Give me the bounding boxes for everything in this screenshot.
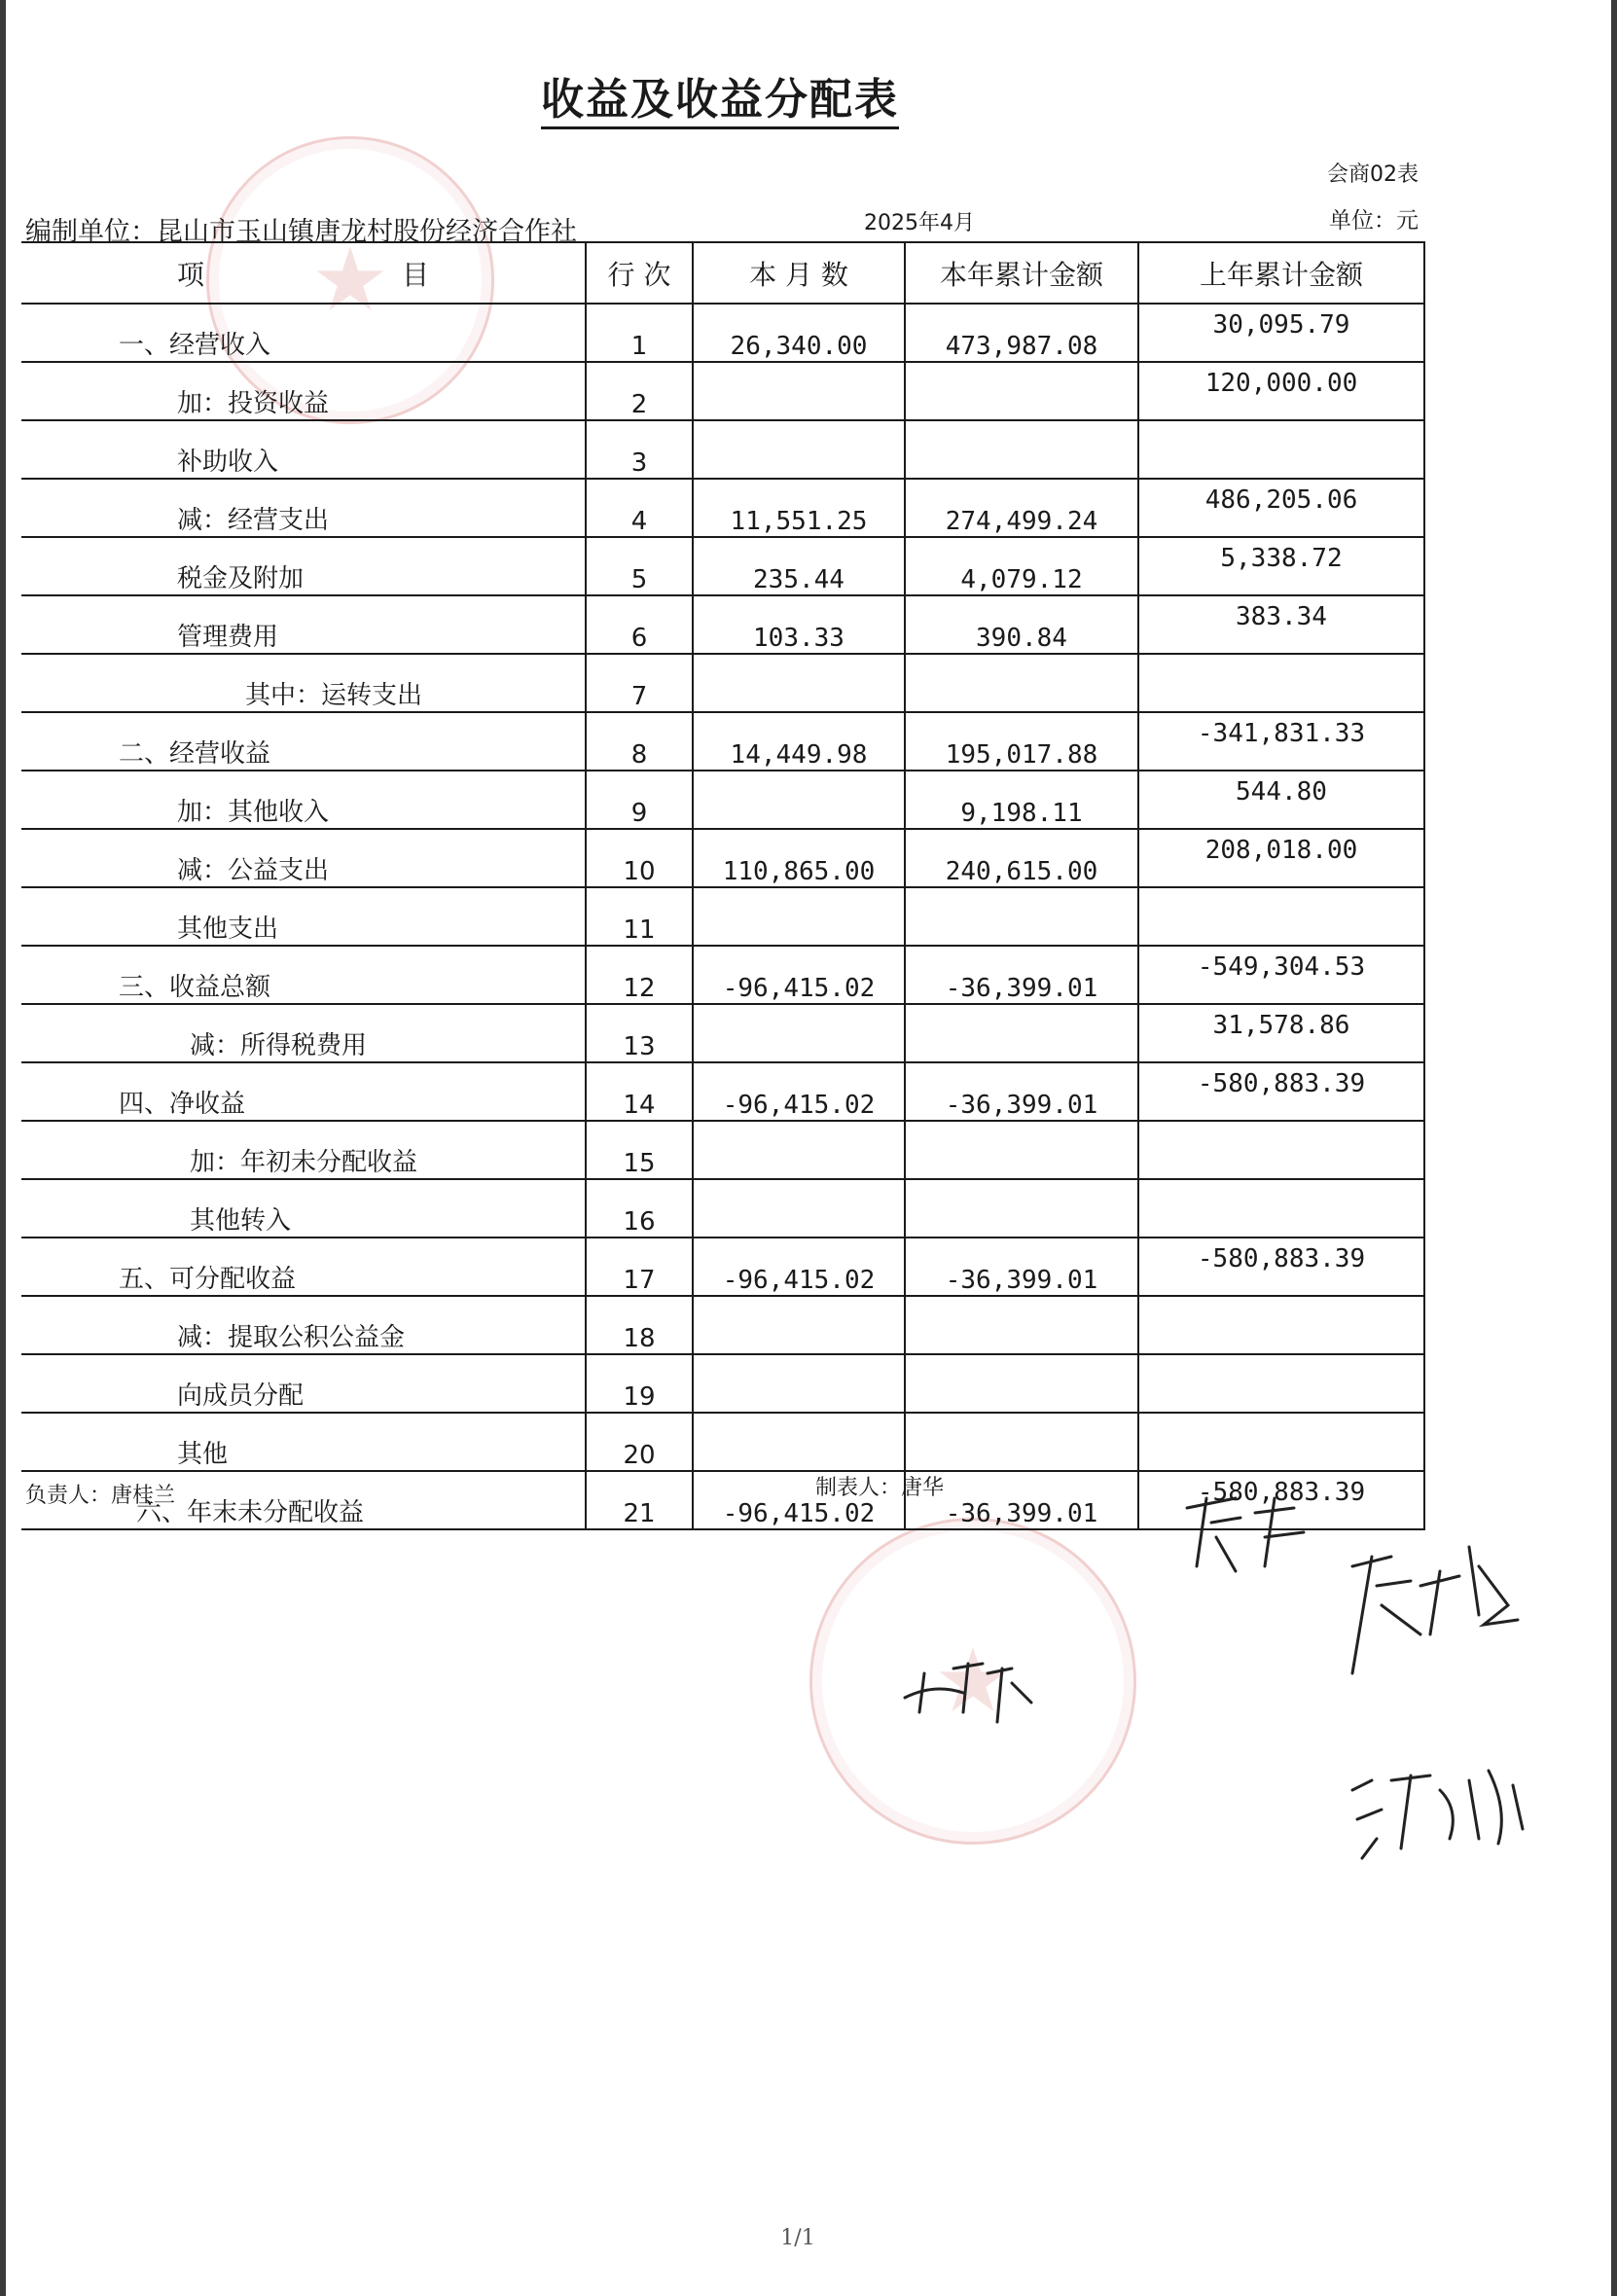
row-item-label: 二、经营收益 (119, 739, 271, 769)
row-last-year: -549,304.53 (1138, 946, 1424, 1004)
row-line-number: 20 (586, 1413, 693, 1471)
row-item (21, 654, 586, 712)
header-last-year: 上年累计金额 (1138, 242, 1424, 304)
table-row (21, 712, 1424, 771)
row-current-month (693, 1296, 905, 1354)
row-last-year (1138, 654, 1424, 712)
row-ytd (905, 887, 1138, 946)
report-period: 2025年4月 (864, 211, 975, 235)
table-row (21, 1004, 1424, 1062)
header-current-month: 本 月 数 (693, 242, 905, 304)
row-last-year: 30,095.79 (1138, 304, 1424, 362)
document-title (0, 64, 1440, 126)
row-last-year (1138, 1354, 1424, 1413)
row-current-month: 103.33 (693, 595, 905, 654)
row-last-year: 31,578.86 (1138, 1004, 1424, 1062)
row-item (21, 1179, 586, 1238)
row-last-year: 544.80 (1138, 771, 1424, 829)
table-row (21, 946, 1424, 1004)
row-current-month (693, 1413, 905, 1471)
row-item (21, 712, 586, 771)
row-line-number: 18 (586, 1296, 693, 1354)
row-item-label: 五、可分配收益 (119, 1265, 297, 1294)
row-item (21, 1354, 586, 1413)
table-row (21, 595, 1424, 654)
row-current-month (693, 362, 905, 420)
row-item-label: 其他支出 (177, 915, 279, 944)
row-item (21, 771, 586, 829)
table-row (21, 1296, 1424, 1354)
row-ytd (905, 1296, 1138, 1354)
row-line-number: 2 (586, 362, 693, 420)
row-last-year (1138, 1179, 1424, 1238)
signature-4 (895, 1644, 1041, 1732)
row-current-month: -96,415.02 (693, 1471, 905, 1529)
row-line-number: 7 (586, 654, 693, 712)
row-last-year: 5,338.72 (1138, 537, 1424, 595)
row-last-year: 208,018.00 (1138, 829, 1424, 887)
row-last-year: 486,205.06 (1138, 479, 1424, 537)
row-item-label: 向成员分配 (177, 1381, 305, 1411)
row-current-month: 26,340.00 (693, 304, 905, 362)
table-row (21, 1238, 1424, 1296)
row-current-month: 235.44 (693, 537, 905, 595)
table-row (21, 1413, 1424, 1471)
scan-edge-left (0, 0, 6, 2296)
row-item-label: 其他 (177, 1440, 229, 1469)
row-current-month: -96,415.02 (693, 1062, 905, 1121)
row-last-year (1138, 1121, 1424, 1179)
row-line-number: 9 (586, 771, 693, 829)
row-current-month (693, 887, 905, 946)
row-ytd (905, 420, 1138, 479)
scan-edge-right (1611, 0, 1617, 2296)
row-item (21, 887, 586, 946)
row-ytd: 390.84 (905, 595, 1138, 654)
row-item (21, 537, 586, 595)
row-ytd: 9,198.11 (905, 771, 1138, 829)
row-item-label: 管理费用 (177, 623, 279, 652)
row-last-year (1138, 887, 1424, 946)
row-item (21, 1296, 586, 1354)
page-number: 1/1 (780, 2226, 815, 2250)
preparer: 制表人：唐华 (815, 1476, 945, 1500)
row-line-number: 6 (586, 595, 693, 654)
header-ytd: 本年累计金额 (905, 242, 1138, 304)
table-row (21, 1354, 1424, 1413)
row-line-number: 15 (586, 1121, 693, 1179)
row-ytd (905, 1121, 1138, 1179)
row-item-label: 减：所得税费用 (190, 1031, 368, 1060)
row-item (21, 1413, 586, 1471)
row-last-year: -580,883.39 (1138, 1471, 1424, 1529)
row-line-number: 3 (586, 420, 693, 479)
row-item-label: 加：投资收益 (177, 389, 330, 418)
row-item-label: 四、净收益 (119, 1090, 246, 1119)
row-ytd: -36,399.01 (905, 1238, 1138, 1296)
table-row (21, 304, 1424, 362)
row-last-year (1138, 1413, 1424, 1471)
form-code: 会商02表 (1327, 162, 1419, 187)
row-last-year: -580,883.39 (1138, 1238, 1424, 1296)
row-item-label: 减：经营支出 (177, 506, 330, 535)
row-ytd (905, 1004, 1138, 1062)
row-ytd (905, 1413, 1138, 1471)
row-current-month: 11,551.25 (693, 479, 905, 537)
row-ytd (905, 654, 1138, 712)
table-row (21, 1121, 1424, 1179)
table-row (21, 829, 1424, 887)
row-current-month: 14,449.98 (693, 712, 905, 771)
table-row (21, 1471, 1424, 1529)
official-seal-bottom: ★ (809, 1518, 1136, 1845)
row-item-label: 减：公益支出 (177, 856, 330, 885)
row-item-label: 其中：运转支出 (245, 681, 423, 710)
row-current-month (693, 1121, 905, 1179)
row-current-month (693, 654, 905, 712)
row-ytd: 274,499.24 (905, 479, 1138, 537)
table-body (21, 304, 1424, 1529)
row-line-number: 1 (586, 304, 693, 362)
responsible-person: 负责人：唐桂兰 (25, 1484, 176, 1508)
row-item-label: 三、收益总额 (119, 973, 271, 1002)
row-ytd (905, 362, 1138, 420)
row-last-year (1138, 1296, 1424, 1354)
official-seal-top: ★ (206, 136, 494, 424)
table-row (21, 1179, 1424, 1238)
row-current-month: -96,415.02 (693, 1238, 905, 1296)
table-header-row (21, 242, 1424, 304)
row-line-number: 11 (586, 887, 693, 946)
row-item-label: 加：年初未分配收益 (190, 1148, 418, 1177)
row-item-label: 减：提取公积公益金 (177, 1323, 406, 1352)
header-item-right: 目 (401, 258, 429, 291)
row-item (21, 829, 586, 887)
row-item (21, 1121, 586, 1179)
row-current-month (693, 1354, 905, 1413)
row-line-number: 12 (586, 946, 693, 1004)
table-row (21, 887, 1424, 946)
row-item-label: 加：其他收入 (177, 798, 330, 827)
income-distribution-table (21, 241, 1425, 1530)
row-line-number: 4 (586, 479, 693, 537)
row-current-month (693, 771, 905, 829)
row-line-number: 17 (586, 1238, 693, 1296)
table-row (21, 654, 1424, 712)
table-row (21, 479, 1424, 537)
preparing-unit: 编制单位：昆山市玉山镇唐龙村股份经济合作社 (25, 217, 577, 247)
row-current-month (693, 1179, 905, 1238)
row-current-month: 110,865.00 (693, 829, 905, 887)
row-item (21, 946, 586, 1004)
row-item-label: 六、年末未分配收益 (136, 1498, 365, 1527)
row-ytd: 240,615.00 (905, 829, 1138, 887)
table-row (21, 537, 1424, 595)
row-last-year: -341,831.33 (1138, 712, 1424, 771)
row-last-year: 383.34 (1138, 595, 1424, 654)
row-line-number: 16 (586, 1179, 693, 1238)
row-current-month (693, 420, 905, 479)
row-current-month (693, 1004, 905, 1062)
signature-2 (1333, 1527, 1527, 1703)
row-item-label: 其他转入 (190, 1206, 292, 1236)
row-ytd: -36,399.01 (905, 1062, 1138, 1121)
row-line-number: 10 (586, 829, 693, 887)
row-item (21, 1238, 586, 1296)
row-item (21, 1062, 586, 1121)
signature-3 (1343, 1751, 1537, 1868)
row-line-number: 13 (586, 1004, 693, 1062)
row-item (21, 595, 586, 654)
row-line-number: 19 (586, 1354, 693, 1413)
document-title-text: 收益及收益分配表 (541, 75, 899, 129)
row-ytd: 473,987.08 (905, 304, 1138, 362)
row-item (21, 1004, 586, 1062)
row-last-year (1138, 420, 1424, 479)
row-last-year: 120,000.00 (1138, 362, 1424, 420)
table-row (21, 362, 1424, 420)
row-line-number: 8 (586, 712, 693, 771)
header-item (21, 242, 586, 304)
header-item-left: 项 (177, 258, 205, 291)
row-item (21, 479, 586, 537)
row-ytd: -36,399.01 (905, 1471, 1138, 1529)
table-row (21, 771, 1424, 829)
row-item (21, 304, 586, 362)
row-item (21, 420, 586, 479)
row-line-number: 21 (586, 1471, 693, 1529)
row-item-label: 补助收入 (177, 448, 279, 477)
row-item (21, 362, 586, 420)
row-item-label: 税金及附加 (177, 564, 305, 593)
row-ytd (905, 1354, 1138, 1413)
row-line-number: 14 (586, 1062, 693, 1121)
row-current-month: -96,415.02 (693, 946, 905, 1004)
table-row (21, 1062, 1424, 1121)
row-line-number: 5 (586, 537, 693, 595)
currency-unit: 单位：元 (1329, 208, 1419, 233)
row-ytd: 4,079.12 (905, 537, 1138, 595)
table-row (21, 420, 1424, 479)
row-last-year: -580,883.39 (1138, 1062, 1424, 1121)
row-ytd (905, 1179, 1138, 1238)
row-ytd: -36,399.01 (905, 946, 1138, 1004)
row-item-label: 一、经营收入 (119, 331, 271, 360)
row-ytd: 195,017.88 (905, 712, 1138, 771)
header-line: 行 次 (586, 242, 693, 304)
